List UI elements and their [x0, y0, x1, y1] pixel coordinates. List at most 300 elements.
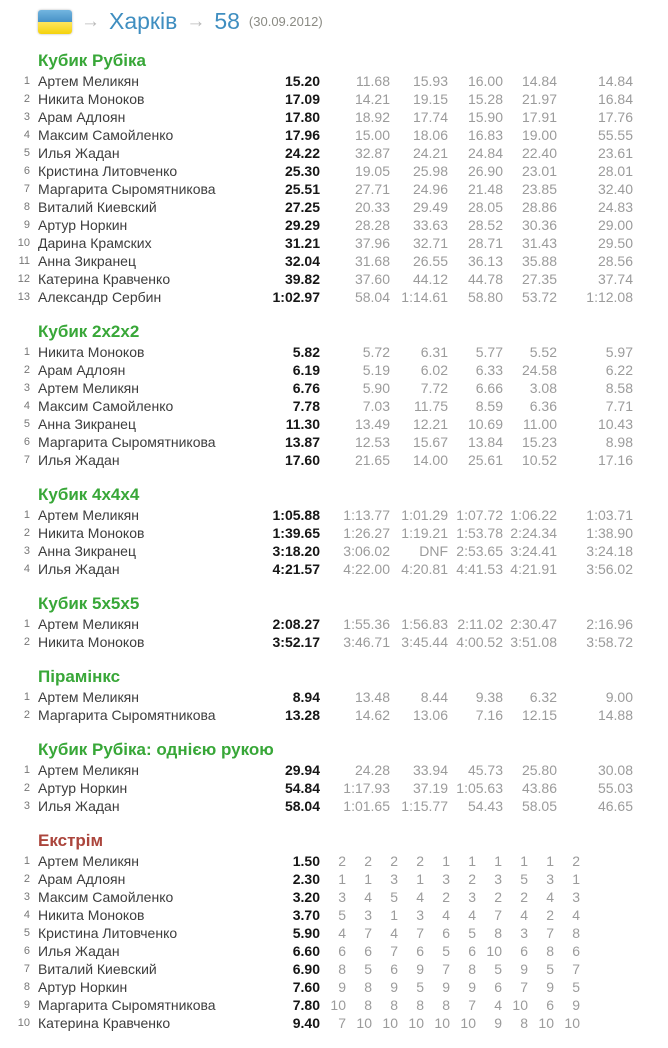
attempt-result: 1:14.61	[401, 289, 448, 305]
attempt-result: 8	[416, 997, 424, 1013]
attempt-result: 9	[416, 961, 424, 977]
average-result: 13.87	[284, 434, 320, 450]
attempt-result: 1:17.93	[343, 780, 390, 796]
competitor-name: Маргарита Сыромятникова	[38, 434, 216, 450]
competitor-name: Маргарита Сыромятникова	[38, 997, 216, 1013]
competitor-name: Илья Жадан	[38, 145, 120, 161]
attempt-result: 7	[416, 925, 424, 941]
attempt-result: 1	[390, 907, 398, 923]
attempt-result: 2	[546, 907, 554, 923]
rank: 1	[23, 691, 30, 703]
result-row	[10, 633, 633, 651]
attempt-result: 10	[486, 943, 502, 959]
arrow-right-icon: →	[81, 11, 100, 32]
attempt-result: 4	[520, 907, 528, 923]
attempt-result: 18.06	[412, 127, 448, 143]
attempt-result: 29.00	[597, 217, 633, 233]
attempt-result: 2	[416, 853, 424, 869]
competitor-name: Анна Зикранец	[38, 416, 136, 432]
attempt-result: 4:20.81	[401, 561, 448, 577]
competitor-name: Артем Меликян	[38, 762, 139, 778]
attempt-result: 2	[338, 853, 346, 869]
attempt-result: 6.22	[605, 362, 633, 378]
attempt-result: 3.08	[529, 380, 557, 396]
average-result: 58.04	[284, 798, 320, 814]
attempt-result: 6	[416, 943, 424, 959]
attempt-result: 24.83	[597, 199, 633, 215]
rank: 5	[23, 927, 30, 939]
attempt-result: 5	[416, 979, 424, 995]
result-row	[10, 1014, 580, 1032]
competitor-name: Артем Меликян	[38, 689, 139, 705]
average-result: 11.30	[285, 416, 320, 432]
attempt-result: 8	[390, 997, 398, 1013]
attempt-result: 2	[364, 853, 372, 869]
attempt-result: 5	[338, 907, 346, 923]
attempt-result: 5.77	[475, 344, 503, 360]
rank: 4	[23, 563, 30, 575]
average-result: 29.29	[284, 217, 320, 233]
result-row	[10, 361, 633, 379]
attempt-result: 7.03	[362, 398, 390, 414]
attempt-result: 2:24.34	[510, 525, 557, 541]
rank: 7	[23, 963, 30, 975]
attempt-result: 7	[442, 961, 450, 977]
competitor-name: Артем Меликян	[38, 507, 139, 523]
attempt-result: 4:00.52	[456, 634, 503, 650]
attempt-result: 1	[468, 853, 476, 869]
competitor-name: Артур Норкин	[38, 979, 128, 995]
attempt-result: 12.21	[412, 416, 448, 432]
attempt-result: 4	[468, 907, 476, 923]
attempt-result: 26.90	[467, 163, 503, 179]
attempt-result: 28.71	[467, 235, 503, 251]
attempt-result: 2:30.47	[510, 616, 557, 632]
attempt-result: 6.31	[420, 344, 448, 360]
competitor-name: Виталий Киевский	[38, 199, 157, 215]
rank: 7	[23, 183, 30, 195]
attempt-result: 36.13	[467, 253, 503, 269]
attempt-result: 1:53.78	[456, 525, 503, 541]
attempt-result: 8	[364, 979, 372, 995]
attempt-result: 24.58	[521, 362, 557, 378]
result-row	[10, 888, 580, 906]
attempt-result: 28.56	[597, 253, 633, 269]
competitor-name: Маргарита Сыромятникова	[38, 181, 216, 197]
attempt-result: 37.19	[412, 780, 448, 796]
result-row	[10, 379, 633, 397]
result-row	[10, 216, 633, 234]
attempt-result: 6	[468, 943, 476, 959]
attempt-result: 7.16	[475, 707, 503, 723]
result-row	[10, 978, 580, 996]
attempt-result: 9	[546, 979, 554, 995]
arrow-right-icon: →	[186, 11, 206, 32]
attempt-result: 4:41.53	[456, 561, 503, 577]
event-title: Екстрім	[38, 831, 104, 850]
attempt-result: 37.74	[597, 271, 633, 287]
attempt-result: 3	[494, 871, 502, 887]
rank: 10	[17, 1017, 30, 1029]
event-title: Кубик 5х5х5	[38, 594, 140, 613]
attempt-result: 10	[564, 1015, 580, 1031]
attempt-result: 1:56.83	[401, 616, 448, 632]
attempt-result: 1:38.90	[586, 525, 633, 541]
attempt-result: 21.48	[467, 181, 503, 197]
rank: 2	[23, 527, 30, 539]
average-result: 6.60	[292, 943, 320, 959]
attempt-result: 1:06.22	[510, 507, 557, 523]
competitor-name: Арам Адлоян	[38, 109, 126, 125]
average-result: 15.20	[284, 73, 320, 89]
rank: 3	[23, 891, 30, 903]
attempt-result: 8	[494, 925, 502, 941]
result-row	[10, 942, 580, 960]
attempt-result: 3	[546, 871, 554, 887]
competitor-name: Максим Самойленко	[38, 127, 174, 143]
attempt-result: 8	[364, 997, 372, 1013]
competitor-name: Артем Меликян	[38, 616, 139, 632]
attempt-result: 1	[338, 871, 346, 887]
attempt-result: 16.84	[597, 91, 633, 107]
rank: 11	[18, 255, 30, 267]
attempt-result: 30.36	[521, 217, 557, 233]
rank: 4	[23, 400, 30, 412]
attempt-result: 13.48	[354, 689, 390, 705]
competitor-name: Никита Моноков	[38, 91, 145, 107]
result-row	[10, 906, 580, 924]
result-row	[10, 397, 633, 415]
results-table	[10, 688, 633, 724]
city-link[interactable]: Харків	[109, 8, 178, 34]
attempt-result: 10	[434, 1015, 450, 1031]
attempt-result: 10	[538, 1015, 554, 1031]
event-title: Кубик 4х4х4	[38, 485, 140, 504]
competitor-name: Максим Самойленко	[38, 889, 174, 905]
competitor-name: Илья Жадан	[38, 798, 120, 814]
ukraine-flag-icon[interactable]	[38, 10, 72, 34]
attempt-result: 1:15.77	[401, 798, 448, 814]
attempt-result: 3	[390, 871, 398, 887]
attempt-result: 7	[338, 1015, 346, 1031]
average-result: 1:05.88	[272, 507, 320, 523]
attempt-result: 11.00	[523, 416, 557, 432]
attempt-result: 23.61	[597, 145, 633, 161]
average-result: 1:02.97	[272, 289, 320, 305]
rank: 1	[23, 855, 30, 867]
attempt-result: 1:03.71	[586, 507, 633, 523]
attempt-result: 9	[494, 1015, 502, 1031]
attempt-result: 2	[520, 889, 528, 905]
attempt-result: 10	[512, 997, 528, 1013]
competitor-name: Илья Жадан	[38, 561, 120, 577]
attempt-result: 8	[338, 961, 346, 977]
average-result: 3.70	[292, 907, 320, 923]
attempt-result: 33.94	[412, 762, 448, 778]
average-result: 17.96	[284, 127, 320, 143]
attempt-result: 8	[572, 925, 580, 941]
result-row	[10, 779, 633, 797]
rank: 13	[17, 291, 30, 303]
result-row	[10, 852, 580, 870]
competition-date: (30.09.2012)	[248, 14, 323, 29]
attempt-result: 8.58	[605, 380, 633, 396]
attempt-result: 28.52	[467, 217, 503, 233]
competitor-name: Илья Жадан	[38, 943, 120, 959]
attempt-result: 5	[364, 961, 372, 977]
average-result: 5.82	[292, 344, 320, 360]
attempt-result: 58.05	[521, 798, 557, 814]
attempt-result: 29.50	[597, 235, 633, 251]
attempt-result: 4	[338, 925, 346, 941]
breadcrumb	[10, 8, 668, 35]
attempt-result: 1	[572, 871, 580, 887]
result-row	[10, 797, 633, 815]
average-result: 39.82	[284, 271, 320, 287]
attempt-result: 14.88	[597, 707, 633, 723]
results-table	[10, 506, 633, 578]
rank: 1	[23, 764, 30, 776]
average-result: 31.21	[284, 235, 320, 251]
result-row	[10, 288, 633, 306]
result-row	[10, 524, 633, 542]
attempt-result: 9.00	[605, 689, 633, 705]
result-row	[10, 252, 633, 270]
attempt-result: 5	[390, 889, 398, 905]
attempt-result: 26.55	[412, 253, 448, 269]
attempt-result: 16.00	[467, 73, 503, 89]
attempt-result: 7	[520, 979, 528, 995]
attempt-result: 7	[572, 961, 580, 977]
attempt-result: 54.43	[467, 798, 503, 814]
attempt-result: 15.00	[354, 127, 390, 143]
attempt-result: 25.80	[521, 762, 557, 778]
attempt-result: 6.66	[475, 380, 503, 396]
average-result: 7.78	[292, 398, 320, 414]
average-result: 8.94	[292, 689, 320, 705]
rank: 3	[23, 111, 30, 123]
competitor-name: Кристина Литовченко	[38, 163, 178, 179]
rank: 1	[23, 75, 30, 87]
average-result: 4:21.57	[272, 561, 320, 577]
attempt-result: 30.08	[597, 762, 633, 778]
attempt-result: 15.90	[467, 109, 503, 125]
attempt-result: 12.15	[521, 707, 557, 723]
attempt-result: 13.49	[354, 416, 390, 432]
rank: 5	[23, 418, 30, 430]
event-section	[10, 668, 668, 724]
attempt-result: 8	[520, 1015, 528, 1031]
attempt-result: 5	[442, 943, 450, 959]
attempt-result: 5	[546, 961, 554, 977]
attempt-result: 19.00	[521, 127, 557, 143]
attempt-result: 10	[408, 1015, 424, 1031]
attempt-result: 23.85	[521, 181, 557, 197]
event-section	[10, 832, 668, 1032]
rank: 10	[17, 237, 30, 249]
attempt-result: 6	[572, 943, 580, 959]
attempt-result: 5.72	[362, 344, 390, 360]
attempt-result: 8	[468, 961, 476, 977]
attempt-result: 3:46.71	[343, 634, 390, 650]
event-section	[10, 52, 668, 306]
result-row	[10, 162, 633, 180]
result-row	[10, 870, 580, 888]
attempt-result: 1	[442, 853, 450, 869]
competitor-name: Артур Норкин	[38, 780, 128, 796]
average-result: 1:39.65	[272, 525, 320, 541]
attempt-result: 45.73	[467, 762, 503, 778]
average-result: 6.76	[292, 380, 320, 396]
attempt-result: 5.97	[605, 344, 633, 360]
rank: 2	[23, 636, 30, 648]
attempt-result: 44.12	[412, 271, 448, 287]
event-title: Кубик Рубіка	[38, 51, 146, 70]
attempt-result: 3	[338, 889, 346, 905]
average-result: 5.90	[292, 925, 320, 941]
attempt-result: 4	[364, 889, 372, 905]
average-result: 27.25	[284, 199, 320, 215]
attempt-result: 2:53.65	[456, 543, 503, 559]
attempt-result: 23.01	[521, 163, 557, 179]
attempt-result: 3	[468, 889, 476, 905]
attempt-result: 3	[416, 907, 424, 923]
attempt-result: 4	[442, 907, 450, 923]
attempt-result: 25.98	[412, 163, 448, 179]
attempt-result: 8.98	[605, 434, 633, 450]
attempt-result: 2	[390, 853, 398, 869]
average-result: 7.80	[292, 997, 320, 1013]
attempt-result: 3	[442, 871, 450, 887]
average-result: 6.90	[292, 961, 320, 977]
attempt-result: 1:19.21	[401, 525, 448, 541]
event-section	[10, 486, 668, 578]
competitor-name: Илья Жадан	[38, 452, 120, 468]
rank: 6	[23, 436, 30, 448]
rank: 2	[23, 93, 30, 105]
attempt-result: 10.43	[597, 416, 633, 432]
attempt-result: 6	[520, 943, 528, 959]
competitor-name: Максим Самойленко	[38, 398, 174, 414]
attempt-result: 6	[390, 961, 398, 977]
average-result: 2.30	[292, 871, 320, 887]
attempt-result: 28.86	[521, 199, 557, 215]
result-row	[10, 72, 633, 90]
event-title: Кубик 2х2х2	[38, 322, 140, 341]
rank: 2	[23, 709, 30, 721]
attempt-result: 15.23	[521, 434, 557, 450]
attempt-result: 1:26.27	[343, 525, 390, 541]
event-section	[10, 741, 668, 815]
attempt-result: 24.28	[354, 762, 390, 778]
result-row	[10, 688, 633, 706]
attempt-result: 11.75	[414, 398, 448, 414]
competitor-name: Артур Норкин	[38, 217, 128, 233]
results-table	[10, 761, 633, 815]
event-title: Пірамінкс	[38, 667, 121, 686]
attempt-result: 2:16.96	[586, 616, 633, 632]
attempt-result: 3	[364, 907, 372, 923]
attempt-result: 33.63	[412, 217, 448, 233]
attempt-result: 14.84	[597, 73, 633, 89]
competitor-name: Александр Сербин	[38, 289, 162, 305]
competitor-name: Виталий Киевский	[38, 961, 157, 977]
attempt-result: 4	[494, 997, 502, 1013]
result-row	[10, 506, 633, 524]
competition-number-link[interactable]: 58	[214, 8, 240, 34]
attempt-result: 28.05	[467, 199, 503, 215]
result-row	[10, 615, 633, 633]
attempt-result: 4	[390, 925, 398, 941]
attempt-result: 1:01.65	[343, 798, 390, 814]
result-row	[10, 542, 633, 560]
result-row	[10, 560, 633, 578]
rank: 8	[23, 201, 30, 213]
result-row	[10, 761, 633, 779]
attempt-result: 5.90	[362, 380, 390, 396]
average-result: 6.19	[292, 362, 320, 378]
attempt-result: 29.49	[412, 199, 448, 215]
attempt-result: 58.80	[467, 289, 503, 305]
rank: 9	[23, 999, 30, 1011]
attempt-result: 24.96	[412, 181, 448, 197]
attempt-result: 35.88	[521, 253, 557, 269]
result-row	[10, 144, 633, 162]
attempt-result: 6.33	[475, 362, 503, 378]
attempt-result: 9.38	[475, 689, 503, 705]
attempt-result: 15.28	[467, 91, 503, 107]
average-result: 25.30	[284, 163, 320, 179]
attempt-result: 14.21	[354, 91, 390, 107]
attempt-result: 14.84	[521, 73, 557, 89]
attempt-result: 13.84	[467, 434, 503, 450]
attempt-result: 32.71	[412, 235, 448, 251]
attempt-result: 11.68	[356, 73, 390, 89]
result-row	[10, 234, 633, 252]
attempt-result: 1	[494, 853, 502, 869]
rank: 8	[23, 981, 30, 993]
attempt-result: 6	[338, 943, 346, 959]
competitor-name: Артем Меликян	[38, 73, 139, 89]
attempt-result: 1:55.36	[343, 616, 390, 632]
attempt-result: 1:05.63	[456, 780, 503, 796]
attempt-result: 28.28	[354, 217, 390, 233]
attempt-result: 4	[416, 889, 424, 905]
attempt-result: 6.32	[529, 689, 557, 705]
event-section	[10, 595, 668, 651]
attempt-result: 16.83	[467, 127, 503, 143]
rank: 7	[23, 454, 30, 466]
rank: 2	[23, 873, 30, 885]
attempt-result: 12.53	[354, 434, 390, 450]
attempt-result: 31.43	[521, 235, 557, 251]
attempt-result: 9	[390, 979, 398, 995]
average-result: 54.84	[284, 780, 320, 796]
result-row	[10, 126, 633, 144]
competitor-name: Дарина Крамских	[38, 235, 152, 251]
average-result: 1.50	[292, 853, 320, 869]
attempt-result: 7	[468, 997, 476, 1013]
results-sections	[10, 52, 668, 1032]
attempt-result: 5.52	[529, 344, 557, 360]
attempt-result: 10	[382, 1015, 398, 1031]
result-row	[10, 108, 633, 126]
attempt-result: 8.44	[420, 689, 448, 705]
attempt-result: 3	[572, 889, 580, 905]
competitor-name: Никита Моноков	[38, 634, 145, 650]
attempt-result: 7	[390, 943, 398, 959]
attempt-result: 20.33	[354, 199, 390, 215]
